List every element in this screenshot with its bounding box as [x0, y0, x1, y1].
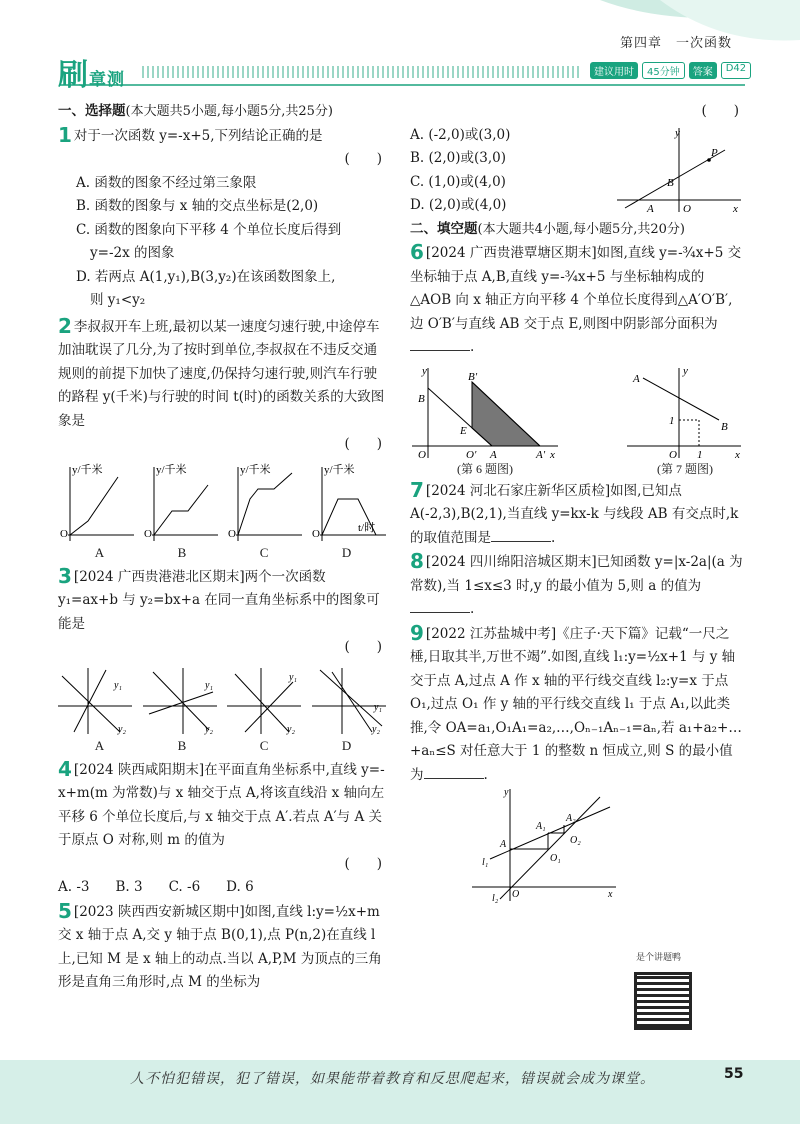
graph-b: [143, 666, 219, 736]
answer-label: 答案: [689, 62, 717, 79]
option: C. -6: [168, 879, 201, 895]
q6-figure-wrap: [410, 366, 560, 477]
point-a-prime-label: A′: [536, 448, 546, 460]
y-axis-label: y: [675, 126, 680, 139]
answer-paren: ( ): [344, 436, 382, 452]
graph-a: [58, 666, 134, 736]
q5-figure: [615, 124, 745, 214]
origin-prime-label: O′: [466, 448, 477, 460]
page-number: 55: [724, 1066, 744, 1082]
point-a-label: A: [633, 372, 640, 385]
question-stem: [2023 陕西西安新城区期中]如图,直线 l:y=½x+m 交 x 轴于点 A,交 y 轴于点 B(0,1),点 P(n,2)在直线 l 上,已知 M 是 x 轴上的动点.当以 A,P,M 为顶点的三角形是直角三角形时,点 M 的坐标为: [58, 903, 382, 990]
y2-label: y₂: [204, 723, 213, 735]
tick-one-y: 1: [669, 414, 675, 427]
option: A. (-2,0)或(3,0): [410, 126, 511, 143]
graph-label: A: [94, 544, 105, 560]
q7-figure: [625, 366, 745, 460]
q5-options-and-figure: [410, 124, 745, 218]
header-meta: [590, 62, 751, 79]
answer-paren: ( ): [344, 639, 382, 655]
graph-label: D: [341, 737, 352, 753]
y1-label: y₁: [289, 671, 298, 683]
point-b-label: B: [418, 392, 425, 405]
brand-logo: 刷章测: [58, 58, 125, 93]
answer-page: D42: [721, 62, 751, 79]
question-6: 6 [2024 广西贵港覃塘区期末]如图,直线 y=-¾x+5 交坐标轴于点 A,B,直线 y=-¾x+5 与坐标轴构成的△AOB 向 x 轴正方向平移 4 个单位长度得到△A′O′B′,边 O′B′与直线 AB 交于点 E,则图中阴影部分面积为. y B B′ E O O′ A A′ x (第 6 题图) A y 1 B O 1 x (第 7 题图): [410, 241, 745, 477]
origin-label: O: [144, 527, 152, 540]
x-axis-label: x: [550, 448, 555, 460]
origin-label: O: [312, 527, 320, 540]
graph-labels: [58, 545, 388, 561]
origin-label: O: [228, 527, 236, 540]
q6-figure: [410, 366, 560, 460]
tick-one-x: 1: [697, 448, 703, 460]
point-b-prime-label: B′: [468, 370, 478, 383]
right-column: [410, 100, 745, 907]
question-number: 7: [410, 477, 424, 502]
graph-label: D: [341, 544, 352, 560]
question-3: [58, 565, 388, 754]
y-axis-label: y/千米: [324, 463, 355, 476]
section1-heading: 一、选择题(本大题共5小题,每小题5分,共25分): [58, 103, 333, 119]
question-8: 8 [2024 四川绵阳涪城区期末]已知函数 y=|x-2a|(a 为常数),当 1≤x≤3 时,y 的最小值为 5,则 a 的值为.: [410, 549, 743, 617]
graph-d: [312, 666, 388, 736]
answer-blank[interactable]: [424, 778, 484, 779]
option: D. 若两点 A(1,y₁),B(3,y₂)在该函数图象上,: [76, 268, 336, 285]
q9-figure: [470, 787, 620, 903]
question-2: [58, 315, 388, 561]
point-a-label: A: [500, 839, 507, 850]
point-o2-label: O₂: [570, 835, 581, 846]
option: B. (2,0)或(3,0): [410, 150, 507, 166]
x-axis-label: t/时: [358, 521, 376, 534]
x-axis-label: x: [733, 202, 738, 214]
option: C. 函数的图象向下平移 4 个单位长度后得到: [76, 221, 342, 238]
graph-a: [58, 463, 136, 543]
q6-q7-figures: [410, 366, 745, 477]
question-number: 8: [410, 549, 424, 573]
graph-labels: [58, 738, 388, 754]
page-footer: [0, 1060, 800, 1124]
point-b-label: B: [667, 176, 674, 189]
x-axis-label: x: [735, 448, 740, 460]
point-b-label: B: [721, 420, 728, 433]
graph-label: A: [94, 737, 105, 753]
chapter-title: 第四章 一次函数: [620, 36, 733, 51]
y-axis-label: y: [504, 787, 509, 798]
point-a2-label: A₂: [566, 813, 576, 824]
options-row: [58, 876, 388, 900]
option: A. -3: [58, 879, 90, 895]
line-l2-label: l₂: [492, 893, 499, 903]
q2-graphs: [58, 463, 388, 543]
graph-label: B: [177, 544, 187, 560]
question-number: 5: [58, 898, 72, 923]
y-axis-label: y: [683, 365, 688, 377]
question-number: 2: [58, 313, 72, 338]
origin-label: O: [669, 448, 677, 460]
origin-label: O: [512, 889, 520, 900]
y1-label: y₁: [114, 679, 122, 691]
option: D. (2,0)或(4,0): [410, 197, 507, 213]
option: B. 函数的图象与 x 轴的交点坐标是(2,0): [76, 198, 319, 214]
y1-label: y₁: [373, 701, 382, 713]
point-a-label: A: [490, 448, 497, 460]
y1-label: y₁: [204, 679, 213, 691]
answer-paren: ( ): [701, 103, 739, 119]
y-axis-label: y/千米: [72, 463, 103, 476]
option: C. (1,0)或(4,0): [410, 173, 506, 190]
answer-blank[interactable]: [491, 541, 551, 542]
answer-blank[interactable]: [410, 612, 470, 613]
q7-figure-wrap: [625, 366, 745, 477]
graph-label: B: [177, 737, 187, 753]
qr-code-icon[interactable]: [634, 972, 692, 1030]
point-a-label: A: [647, 202, 654, 214]
y-axis-label: y: [422, 365, 427, 377]
option: B. 3: [115, 879, 143, 895]
question-stem: 对于一次函数 y=-x+5,下列结论正确的是: [73, 127, 323, 144]
option: D. 6: [226, 879, 254, 895]
y2-label: y₂: [371, 723, 380, 735]
qr-caption: 是个讲题鸭: [636, 953, 682, 963]
question-number: 1: [58, 122, 72, 147]
question-stem: [2024 广西贵港覃塘区期末]如图,直线 y=-¾x+5 交坐标轴于点 A,B,直线 y=-¾x+5 与坐标轴构成的△AOB 向 x 轴正方向平移 4 个单位长度得到△A′O′B′,边 O′B′与直线 AB 交于点 E,则图中阴影部分面积为: [410, 245, 742, 332]
question-stem: [2024 河北石家庄新华区质检]如图,已知点 A(-2,3),B(2,1),当直线 y=kx-k 与线段 AB 有交点时,k 的取值范围是: [410, 482, 739, 546]
footer-quote: 人不怕犯错误，犯了错误，如果能带着教育和反思爬起来，错误就会成为课堂。: [130, 1071, 655, 1087]
origin-label: O: [418, 448, 426, 460]
line-l1-label: l₁: [482, 857, 489, 868]
y-axis-label: y/千米: [156, 463, 187, 476]
section2-heading: 二、填空题(本大题共4小题,每小题5分,共20分): [410, 220, 685, 237]
question-number: 9: [410, 620, 424, 645]
graph-b: [142, 463, 220, 543]
question-stem: [2024 陕西咸阳期末]在平面直角坐标系中,直线 y=-x+m(m 为常数)与 x 轴交于点 A,将该直线沿 x 轴向左平移 6 个单位长度后,与 x 轴交于点 A′.若点 A′与 A 关于原点 O 对称,则 m 的值为: [58, 761, 385, 848]
question-stem: [2024 广西贵港港北区期末]两个一次函数 y₁=ax+b 与 y₂=bx+a 在同一直角坐标系中的图象可能是: [58, 568, 380, 632]
y2-label: y₂: [118, 723, 126, 735]
graph-label: C: [259, 737, 269, 753]
question-1: [58, 124, 388, 313]
point-p-label: P: [711, 146, 718, 159]
figure-caption: (第 6 题图): [457, 461, 513, 476]
page-header: [0, 0, 800, 93]
time-label: 建议用时: [590, 62, 638, 79]
answer-blank[interactable]: [410, 350, 470, 351]
option: A. 函数的图象不经过第三象限: [76, 174, 257, 191]
question-4: [58, 758, 388, 900]
option-cont: 则 y₁<y₂: [90, 292, 146, 308]
answer-paren: ( ): [344, 855, 382, 872]
y2-label: y₂: [287, 723, 296, 735]
question-7: 7 [2024 河北石家庄新华区质检]如图,已知点 A(-2,3),B(2,1),当直线 y=kx-k 与线段 AB 有交点时,k 的取值范围是 .: [410, 477, 739, 546]
x-axis-label: x: [608, 889, 613, 900]
question-stem: [2022 江苏盐城中考]《庄子·天下篇》记载“一尺之棰,日取其半,万世不竭”.如图,直线 l₁:y=½x+1 与 y 轴交于点 A,过点 A 作 x 轴的平行线交直线 l₂:y=x 于点 O₁,过点 O₁ 作 y 轴的平行线交直线 l₁ 于点 A₁,以此类推,令 OA=a₁,O₁A₁=a₂,…,Oₙ₋₁Aₙ₋₁=aₙ,若 a₁+a₂+…+aₙ≤S 对任意大于 1 的整数 n 恒成立,则 S 的最小值为: [410, 625, 742, 783]
question-5: [58, 900, 388, 995]
origin-label: O: [683, 202, 691, 214]
option-cont: y=-2x 的图象: [90, 245, 175, 261]
graph-d: [310, 463, 388, 543]
question-number: 4: [58, 756, 72, 781]
figure-caption: (第 7 题图): [657, 461, 713, 476]
origin-label: O: [60, 527, 68, 540]
point-e-label: E: [460, 424, 467, 437]
left-column: [58, 100, 388, 995]
question-stem: [2024 四川绵阳涪城区期末]已知函数 y=|x-2a|(a 为常数),当 1≤x≤3 时,y 的最小值为 5,则 a 的值为: [410, 554, 743, 594]
question-number: 6: [410, 240, 424, 264]
q3-graphs: [58, 666, 388, 736]
answer-paren: ( ): [344, 151, 382, 167]
graph-label: C: [259, 544, 269, 560]
point-o1-label: O₁: [550, 853, 561, 864]
header-stripes: [142, 66, 582, 78]
time-value: 45分钟: [642, 62, 685, 79]
question-stem: 李叔叔开车上班,最初以某一速度匀速行驶,中途停车加油耽误了几分,为了按时到单位,李叔叔在不违反交通规则的前提下加快了速度,仍保持匀速行驶,则汽车行驶的路程 y(千米)与行驶的时间 t(时)的函数关系的大致图象是: [58, 318, 385, 429]
y-axis-label: y/千米: [240, 463, 271, 476]
graph-c: [226, 463, 304, 543]
question-number: 3: [58, 563, 72, 588]
question-9: 9 [2022 江苏盐城中考]《庄子·天下篇》记载“一尺之棰,日取其半,万世不竭”.如图,直线 l₁:y=½x+1 与 y 轴交于点 A,过点 A 作 x 轴的平行线交直线 l₂:y=x 于点 O₁,过点 O₁ 作 y 轴的平行线交直线 l₁ 于点 A₁,以此类推,令 OA=a₁,O₁A₁=a₂,…,Oₙ₋₁Aₙ₋₁=aₙ,若 a₁+a₂+…+aₙ≤S 对任意大于 1 的整数 n 恒成立,则 S 的最小值为 . y A₂ A₁ O₂ A O₁ l₁ O x l₂: [410, 620, 742, 903]
graph-c: [227, 666, 303, 736]
point-a1-label: A₁: [536, 821, 546, 832]
